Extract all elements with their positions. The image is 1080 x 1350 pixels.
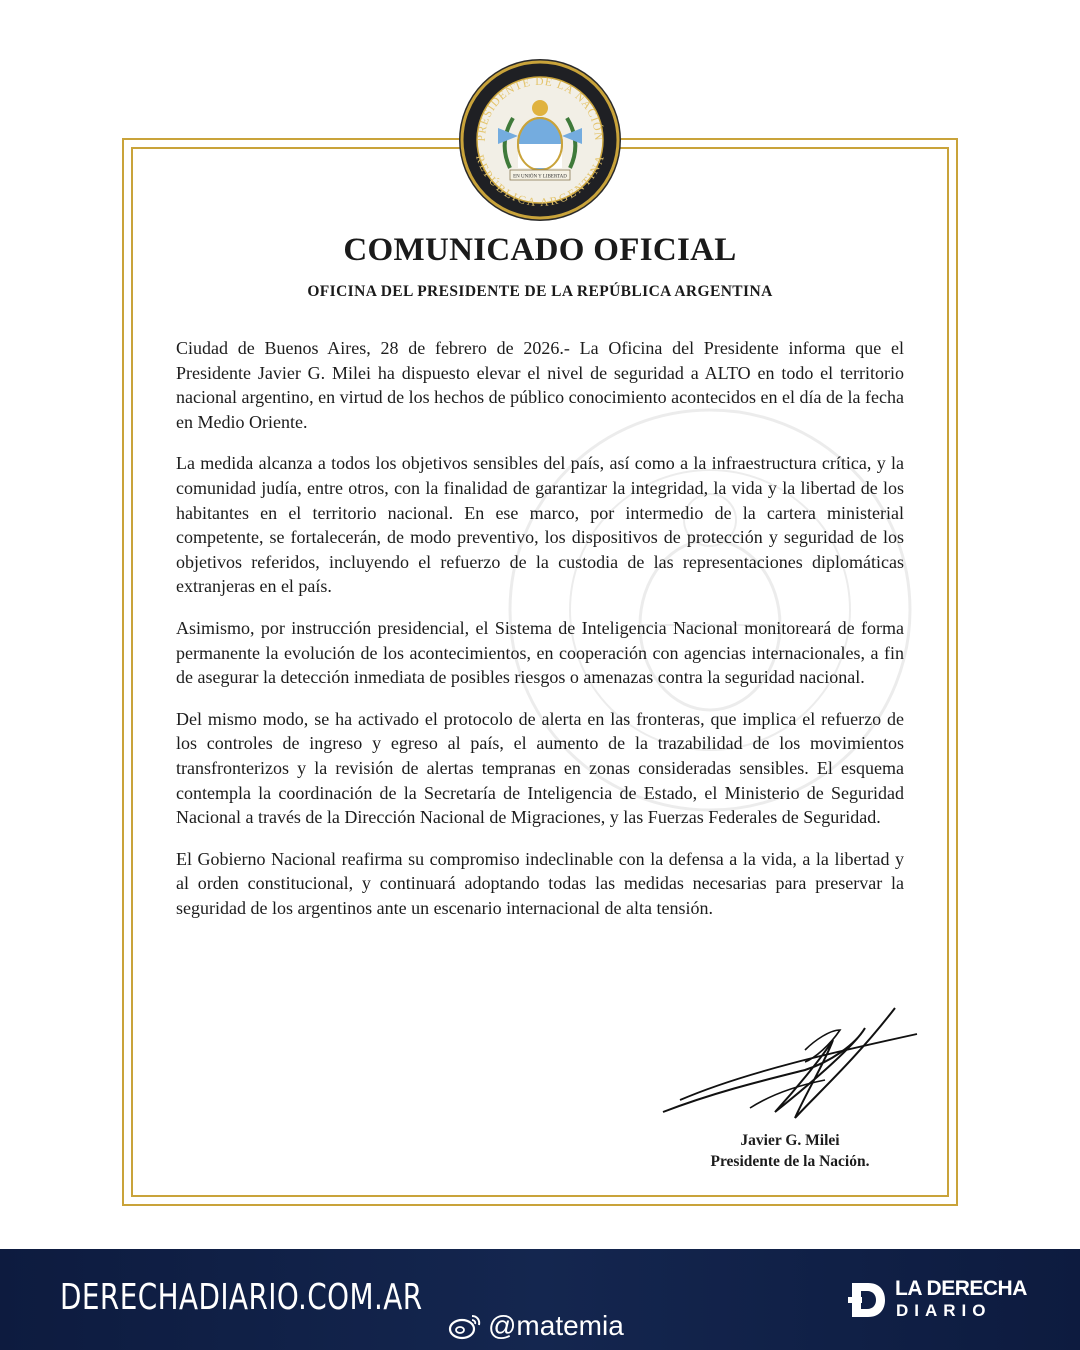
paragraph: Ciudad de Buenos Aires, 28 de febrero de 2026.- La Oficina del Presidente informa que el Presidente Javier G. Milei ha dispuesto elevar el nivel de seguridad a ALTO en todo el territorio nacional argentino, en virtud de los hechos de público conocimiento acontecidos en el día de la fecha en Medio Oriente.	[176, 338, 904, 432]
paragraph: La medida alcanza a todos los objetivos sensibles del país, así como a la infraestructura crítica, y la comunidad judía, entre otros, con la finalidad de garantizar la integridad, la vida y la libertad de los habitantes en el territorio nacional. En ese marco, por intermedio de la cartera ministerial competente, se fortalecerán, de modo preventivo, los dispositivos de protección y seguridad de los objetivos referidos, incluyendo el refuerzo de la custodia de las representaciones diplomáticas extranjeras en el país.	[176, 453, 904, 597]
signature	[655, 1000, 920, 1130]
signer-block	[640, 1130, 940, 1172]
handle-text: @matemia	[488, 1310, 624, 1341]
presidential-seal	[458, 58, 622, 222]
document-title: COMUNICADO OFICIAL	[343, 232, 737, 268]
signer-name: Javier G. Milei	[740, 1132, 840, 1149]
seal-top-text: PRESIDENTE DE LA NACIÓN	[475, 75, 605, 142]
signer-title: Presidente de la Nación.	[710, 1153, 870, 1170]
document-body	[176, 336, 904, 937]
footer-url-link[interactable]: DERECHADIARIO.COM.AR	[60, 1277, 423, 1318]
document-subtitle: OFICINA DEL PRESIDENTE DE LA REPÚBLICA ARGENTINA	[307, 283, 773, 300]
seal-ribbon-text: EN UNIÓN Y LIBERTAD	[513, 174, 567, 180]
seal-bottom-text: REPÚBLICA ARGENTINA	[473, 153, 607, 210]
paragraph: Del mismo modo, se ha activado el protocolo de alerta en las fronteras, que implica el refuerzo de los controles de ingreso y egreso al país, el aumento de la trazabilidad de los movimientos transfronterizos y la revisión de alertas tempranas en zonas consideradas sensibles. El esquema contempla la coordinación de la Secretaría de Inteligencia de Estado, el Ministerio de Seguridad Nacional a través de la Dirección Nacional de Migraciones, y las Fuerzas Federales de Seguridad.	[176, 708, 904, 828]
brand-name-line2: DIARIO	[896, 1301, 992, 1320]
user-handle	[448, 1308, 624, 1344]
weibo-icon	[448, 1312, 482, 1340]
brand-name-line1: LA DERECHA	[895, 1277, 1027, 1300]
la-derecha-logo-icon	[848, 1279, 888, 1321]
paragraph: El Gobierno Nacional reafirma su compromiso indeclinable con la defensa a la vida, a la libertad y al orden constitucional, y continuará adoptando todas las medidas necesarias para preservar la seguridad de los argentinos ante un escenario internacional de alta tensión.	[176, 848, 904, 918]
paragraph: Asimismo, por instrucción presidencial, el Sistema de Inteligencia Nacional monitoreará de forma permanente la evolución de los acontecimientos, en cooperación con agencias internacionales, a fin de asegurar la detección inmediata de posibles riesgos o amenazas contra la seguridad nacional.	[176, 617, 904, 688]
